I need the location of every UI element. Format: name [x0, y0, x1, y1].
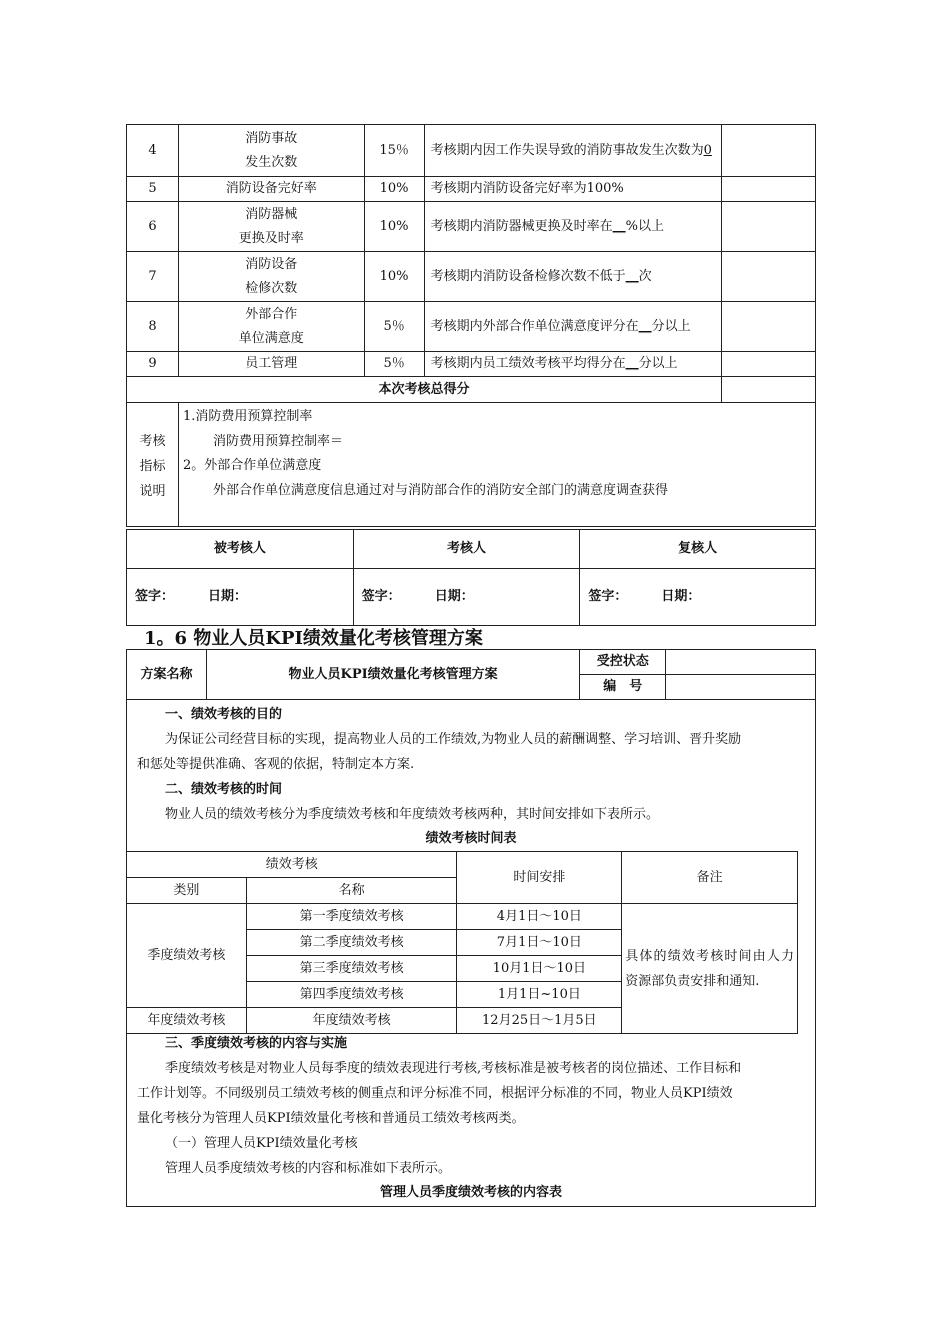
content-table-title: 管理人员季度绩效考核的内容表	[379, 1185, 562, 1200]
kpi-number: 6	[127, 202, 179, 252]
section-title: 三、季度绩效考核的内容与实施	[165, 1036, 348, 1051]
section-title: 二、绩效考核的时间	[165, 782, 283, 797]
notes-content	[178, 403, 815, 527]
signature-col-reviewer: 考核人	[353, 530, 580, 569]
schedule-table-title: 绩效考核时间表	[425, 831, 517, 846]
signature-table	[126, 529, 816, 626]
schedule-type-annual: 年度绩效考核	[127, 1008, 247, 1034]
section-title: 一、绩效考核的目的	[165, 707, 283, 722]
kpi-score	[722, 177, 816, 202]
kpi-row	[127, 352, 816, 377]
kpi-score	[722, 252, 816, 302]
kpi-number: 5	[127, 177, 179, 202]
notes-line: 外部合作单位满意度信息通过对与消防部合作的消防安全部门的满意度调查获得	[212, 482, 668, 498]
schedule-head-name: 名称	[246, 878, 457, 904]
plan-name-value: 物业人员KPI绩效量化考核管理方案	[206, 650, 579, 700]
schedule-time: 10月1日～10日	[457, 956, 622, 982]
schedule-name: 年度绩效考核	[246, 1008, 457, 1034]
number-value	[666, 675, 816, 700]
kpi-weight: 10%	[364, 202, 424, 252]
schedule-time: 1月1日~10日	[457, 982, 622, 1008]
kpi-name: 消防事故 发生次数	[178, 125, 364, 177]
kpi-row	[127, 202, 816, 252]
signature-field: 签字： 日期：	[580, 569, 816, 626]
kpi-row	[127, 252, 816, 302]
signature-field: 签字： 日期：	[127, 569, 354, 626]
notes-line: 2。外部合作单位满意度	[182, 458, 322, 473]
notes-label	[127, 403, 179, 527]
schedule-head-time: 时间安排	[457, 852, 622, 904]
paragraph: 工作计划等。不同级别员工绩效考核的侧重点和评分标准不同，根据评分标准的不同，物业人员KPI绩效	[137, 1086, 733, 1101]
kpi-name: 外部合作 单位满意度	[178, 302, 364, 352]
notes-label-line: 说明	[139, 484, 166, 499]
status-label: 受控状态	[580, 650, 666, 675]
subsection-title: （一）管理人员KPI绩效量化考核	[165, 1136, 358, 1151]
total-score-cell	[722, 377, 816, 403]
kpi-name: 消防设备完好率	[178, 177, 364, 202]
plan-name-label: 方案名称	[127, 650, 207, 700]
number-label: 编 号	[580, 675, 666, 700]
kpi-standard: 考核期内外部合作单位满意度评分在__分以上	[424, 302, 722, 352]
schedule-time: 12月25日～1月5日	[457, 1008, 622, 1034]
status-value	[666, 650, 816, 675]
schedule-head-type: 类别	[127, 878, 247, 904]
kpi-weight: 5％	[364, 352, 424, 377]
kpi-standard: 考核期内消防设备完好率为100%	[424, 177, 722, 202]
schedule-name: 第一季度绩效考核	[246, 904, 457, 930]
section-heading: 1。6 物业人员KPI绩效量化考核管理方案	[144, 628, 483, 649]
schedule-name: 第二季度绩效考核	[246, 930, 457, 956]
kpi-name: 消防设备 检修次数	[178, 252, 364, 302]
kpi-weight: 15％	[364, 125, 424, 177]
paragraph: 和惩处等提供准确、客观的依据，特制定本方案.	[137, 757, 415, 772]
kpi-name: 消防器械 更换及时率	[178, 202, 364, 252]
kpi-row	[127, 125, 816, 177]
schedule-name: 第三季度绩效考核	[246, 956, 457, 982]
signature-field: 签字： 日期：	[353, 569, 580, 626]
notes-label-line: 考核	[139, 434, 166, 449]
kpi-number: 4	[127, 125, 179, 177]
schedule-head-note: 备注	[622, 852, 798, 904]
kpi-row	[127, 177, 816, 202]
schedule-time: 7月1日～10日	[457, 930, 622, 956]
signature-col-reviewee: 被考核人	[127, 530, 354, 569]
kpi-weight: 5％	[364, 302, 424, 352]
kpi-number: 7	[127, 252, 179, 302]
paragraph: 管理人员季度绩效考核的内容和标准如下表所示。	[165, 1161, 452, 1176]
kpi-score	[722, 125, 816, 177]
schedule-head-group: 绩效考核	[127, 852, 457, 878]
kpi-row	[127, 302, 816, 352]
schedule-time: 4月1日～10日	[457, 904, 622, 930]
kpi-weight: 10%	[364, 252, 424, 302]
kpi-score	[722, 302, 816, 352]
kpi-name: 员工管理	[178, 352, 364, 377]
signature-col-rechecker: 复核人	[580, 530, 816, 569]
plan-header-table	[126, 649, 816, 700]
kpi-standard: 考核期内员工绩效考核平均得分在__分以上	[424, 352, 722, 377]
notes-label-line: 指标	[139, 459, 166, 474]
schedule-note: 具体的绩效考核时间由人力资源部负责安排和通知.	[622, 904, 798, 1034]
kpi-number: 8	[127, 302, 179, 352]
kpi-number: 9	[127, 352, 179, 377]
schedule-type-quarterly: 季度绩效考核	[127, 904, 247, 1008]
paragraph: 物业人员的绩效考核分为季度绩效考核和年度绩效考核两种，其时间安排如下表所示。	[165, 807, 660, 822]
total-score-label: 本次考核总得分	[127, 377, 722, 403]
notes-line: 1.消防费用预算控制率	[182, 409, 313, 424]
notes-line: 消防费用预算控制率＝	[212, 433, 343, 449]
kpi-score	[722, 352, 816, 377]
kpi-table	[126, 124, 816, 527]
paragraph: 为保证公司经营目标的实现，提高物业人员的工作绩效,为物业人员的薪酬调整、学习培训、晋升奖励	[165, 732, 742, 747]
schedule-table	[126, 851, 798, 1034]
paragraph: 季度绩效考核是对物业人员每季度的绩效表现进行考核,考核标准是被考核者的岗位描述、工作目标和	[165, 1061, 742, 1076]
kpi-weight: 10%	[364, 177, 424, 202]
schedule-name: 第四季度绩效考核	[246, 982, 457, 1008]
kpi-standard: 考核期内因工作失误导致的消防事故发生次数为0	[424, 125, 722, 177]
paragraph: 量化考核分为管理人员KPI绩效量化考核和普通员工绩效考核两类。	[137, 1111, 525, 1126]
kpi-score	[722, 202, 816, 252]
kpi-standard: 考核期内消防设备检修次数不低于__次	[424, 252, 722, 302]
kpi-standard: 考核期内消防器械更换及时率在__%以上	[424, 202, 722, 252]
